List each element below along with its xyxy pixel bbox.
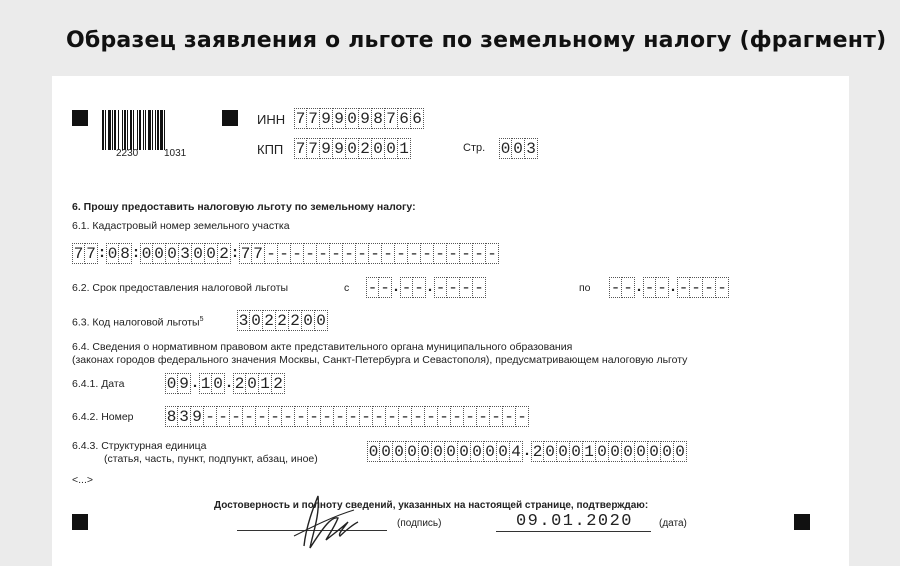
char-cell: 0 <box>107 244 118 263</box>
char-cell: 1 <box>200 374 211 393</box>
term-from-field[interactable] <box>366 277 486 298</box>
field-separator: . <box>425 279 435 296</box>
char-cell: - <box>243 406 256 427</box>
char-cell: 0 <box>500 139 511 158</box>
term-label: 6.2. Срок предоставления налоговой льготы <box>72 282 289 294</box>
char-cell: - <box>516 406 529 427</box>
barcode-bar <box>165 110 167 150</box>
char-cell: 0 <box>596 441 609 462</box>
char-cell: 7 <box>240 244 251 263</box>
char-cell: 7 <box>307 108 320 129</box>
cadastral-number-field[interactable] <box>72 243 499 264</box>
char-cell: - <box>413 277 426 298</box>
inn-label: ИНН <box>257 112 286 127</box>
char-cell: 7 <box>252 243 265 264</box>
char-cell: - <box>379 277 392 298</box>
page-title: Образец заявления о льготе по земельному налогу (фрагмент) <box>66 28 887 53</box>
char-cell: - <box>473 277 486 298</box>
structural-unit-label: 6.4.3. Структурная единица <box>72 440 207 452</box>
page-number-field[interactable] <box>499 138 538 159</box>
char-cell: - <box>421 243 434 264</box>
char-cell: - <box>477 406 490 427</box>
alignment-marker <box>222 110 238 126</box>
char-cell: 3 <box>525 138 538 159</box>
char-cell: 0 <box>212 373 225 394</box>
char-cell: - <box>656 277 669 298</box>
char-cell: 2 <box>234 374 245 393</box>
char-cell: 2 <box>218 243 231 264</box>
char-cell: 0 <box>315 310 328 331</box>
char-cell: 7 <box>307 138 320 159</box>
char-cell: - <box>622 277 635 298</box>
char-cell: - <box>386 406 399 427</box>
char-cell: 9 <box>333 108 346 129</box>
barcode-number-left: 2230 <box>116 148 139 159</box>
char-cell: 0 <box>346 108 359 129</box>
char-cell: - <box>447 243 460 264</box>
char-cell: - <box>367 278 378 297</box>
char-cell: - <box>321 406 334 427</box>
char-cell: 0 <box>661 441 674 462</box>
char-cell: - <box>399 406 412 427</box>
char-cell: 0 <box>445 441 458 462</box>
section-heading: 6. Прошу предоставить налоговую льготу по земельному налогу: <box>72 201 416 213</box>
date-line <box>496 531 651 532</box>
code-footnote: 5 <box>199 316 204 323</box>
char-cell: - <box>610 278 621 297</box>
char-cell: - <box>265 243 278 264</box>
char-cell: - <box>644 278 655 297</box>
char-cell: 0 <box>544 441 557 462</box>
term-from-label: с <box>344 282 350 294</box>
char-cell: - <box>401 278 412 297</box>
char-cell: 0 <box>205 243 218 264</box>
form-page <box>52 76 849 566</box>
char-cell: 0 <box>192 243 205 264</box>
field-separator: : <box>97 245 107 262</box>
ellipsis: <...> <box>72 474 94 486</box>
field-separator: . <box>522 443 532 460</box>
char-cell: 9 <box>320 138 333 159</box>
char-cell: - <box>486 243 499 264</box>
char-cell: 0 <box>166 243 179 264</box>
char-cell: 6 <box>411 108 424 129</box>
char-cell: 7 <box>73 244 84 263</box>
act-date-field[interactable] <box>165 373 285 394</box>
char-cell: 2 <box>276 310 289 331</box>
char-cell: 0 <box>406 441 419 462</box>
char-cell: 0 <box>372 138 385 159</box>
char-cell: - <box>230 406 243 427</box>
char-cell: 0 <box>153 243 166 264</box>
char-cell: - <box>217 406 230 427</box>
char-cell: - <box>395 243 408 264</box>
char-cell: - <box>269 406 282 427</box>
char-cell: - <box>408 243 421 264</box>
char-cell: 7 <box>295 139 306 158</box>
char-cell: - <box>373 406 386 427</box>
char-cell: - <box>317 243 330 264</box>
char-cell: 8 <box>372 108 385 129</box>
signature-image <box>284 486 364 556</box>
char-cell: 7 <box>85 243 98 264</box>
char-cell: 0 <box>419 441 432 462</box>
char-cell: 7 <box>385 108 398 129</box>
char-cell: - <box>382 243 395 264</box>
char-cell: - <box>412 406 425 427</box>
char-cell: - <box>460 277 473 298</box>
confirmation-text: Достоверность и полноту сведений, указанных на настоящей странице, подтверждаю: <box>214 500 649 511</box>
char-cell: 0 <box>385 138 398 159</box>
act-number-field[interactable] <box>165 406 529 427</box>
char-cell: 0 <box>302 310 315 331</box>
char-cell: 0 <box>346 138 359 159</box>
char-cell: - <box>256 406 269 427</box>
char-cell: - <box>473 243 486 264</box>
field-separator: . <box>391 279 401 296</box>
char-cell: 2 <box>532 442 543 461</box>
char-cell: 0 <box>246 373 259 394</box>
signature-caption: (подпись) <box>397 518 442 529</box>
field-separator: . <box>668 279 678 296</box>
char-cell: 9 <box>320 108 333 129</box>
alignment-marker <box>72 514 88 530</box>
char-cell: - <box>295 406 308 427</box>
cadastral-label: 6.1. Кадастровый номер земельного участка <box>72 220 290 232</box>
field-separator: . <box>634 279 644 296</box>
char-cell: 1 <box>583 441 596 462</box>
char-cell: 3 <box>238 311 249 330</box>
structural-unit-hint: (статья, часть, пункт, подпункт, абзац, иное) <box>104 453 318 465</box>
char-cell: 0 <box>557 441 570 462</box>
char-cell: - <box>464 406 477 427</box>
char-cell: - <box>451 406 464 427</box>
char-cell: - <box>435 278 446 297</box>
field-separator: : <box>230 245 240 262</box>
char-cell: - <box>304 243 317 264</box>
char-cell: - <box>291 243 304 264</box>
char-cell: 0 <box>484 441 497 462</box>
alignment-marker <box>72 110 88 126</box>
char-cell: - <box>678 278 689 297</box>
term-to-field[interactable] <box>609 277 729 298</box>
char-cell: - <box>447 277 460 298</box>
char-cell: - <box>490 406 503 427</box>
char-cell: 0 <box>648 441 661 462</box>
char-cell: 7 <box>295 109 306 128</box>
char-cell: - <box>425 406 438 427</box>
char-cell: 9 <box>178 373 191 394</box>
char-cell: 0 <box>432 441 445 462</box>
code-label-text: 6.3. Код налоговой льготы <box>72 316 200 329</box>
char-cell: 4 <box>510 441 523 462</box>
char-cell: - <box>434 243 447 264</box>
structural-unit-field[interactable] <box>367 441 687 462</box>
char-cell: 9 <box>333 138 346 159</box>
char-cell: 0 <box>393 441 406 462</box>
char-cell: 0 <box>141 244 152 263</box>
char-cell: 9 <box>359 108 372 129</box>
char-cell: 0 <box>570 441 583 462</box>
char-cell: 0 <box>166 374 177 393</box>
char-cell: - <box>503 406 516 427</box>
char-cell: 2 <box>359 138 372 159</box>
char-cell: 0 <box>674 441 687 462</box>
char-cell: - <box>330 243 343 264</box>
char-cell: - <box>347 406 360 427</box>
term-to-label: по <box>579 282 591 294</box>
code-label <box>72 316 204 329</box>
char-cell: - <box>334 406 347 427</box>
char-cell: - <box>360 406 373 427</box>
char-cell: - <box>690 277 703 298</box>
char-cell: 2 <box>289 310 302 331</box>
date-caption: (дата) <box>659 518 687 529</box>
char-cell: - <box>369 243 382 264</box>
char-cell: 6 <box>398 108 411 129</box>
char-cell: 8 <box>166 407 177 426</box>
field-separator: : <box>131 245 141 262</box>
char-cell: 9 <box>191 406 204 427</box>
char-cell: - <box>282 406 295 427</box>
char-cell: - <box>703 277 716 298</box>
char-cell: - <box>308 406 321 427</box>
char-cell: 0 <box>622 441 635 462</box>
char-cell: 1 <box>398 138 411 159</box>
barcode-number-right: 1031 <box>164 148 187 159</box>
kpp-field[interactable] <box>294 138 411 159</box>
char-cell: - <box>716 277 729 298</box>
char-cell: - <box>204 406 217 427</box>
char-cell: 3 <box>178 406 191 427</box>
signature-date: 09.01.2020 <box>515 512 634 531</box>
page-label: Стр. <box>463 142 486 154</box>
field-separator: . <box>224 375 234 392</box>
act-number-label: 6.4.2. Номер <box>72 411 134 423</box>
alignment-marker <box>794 514 810 530</box>
char-cell: 0 <box>368 442 379 461</box>
char-cell: 0 <box>635 441 648 462</box>
char-cell: - <box>343 243 356 264</box>
char-cell: 0 <box>250 310 263 331</box>
char-cell: 2 <box>272 373 285 394</box>
char-cell: 2 <box>263 310 276 331</box>
char-cell: - <box>460 243 473 264</box>
field-separator: . <box>190 375 200 392</box>
act-label: 6.4. Сведения о нормативном правовом акте представительного органа муниципального образования <box>72 341 573 353</box>
char-cell: 0 <box>380 441 393 462</box>
barcode <box>102 110 167 150</box>
char-cell: 0 <box>471 441 484 462</box>
char-cell: 0 <box>512 138 525 159</box>
char-cell: 8 <box>119 243 132 264</box>
act-label-2: (законах городов федерального значения Москвы, Санкт-Петербурга и Севастополя), предусматривающем налоговую льготу <box>72 354 688 366</box>
char-cell: 0 <box>497 441 510 462</box>
char-cell: 1 <box>259 373 272 394</box>
benefit-code-field[interactable] <box>237 310 328 331</box>
char-cell: 3 <box>179 243 192 264</box>
char-cell: 0 <box>458 441 471 462</box>
char-cell: 0 <box>609 441 622 462</box>
char-cell: - <box>438 406 451 427</box>
act-date-label: 6.4.1. Дата <box>72 378 125 390</box>
kpp-label: КПП <box>257 142 284 157</box>
char-cell: - <box>356 243 369 264</box>
inn-field[interactable] <box>294 108 424 129</box>
char-cell: - <box>278 243 291 264</box>
